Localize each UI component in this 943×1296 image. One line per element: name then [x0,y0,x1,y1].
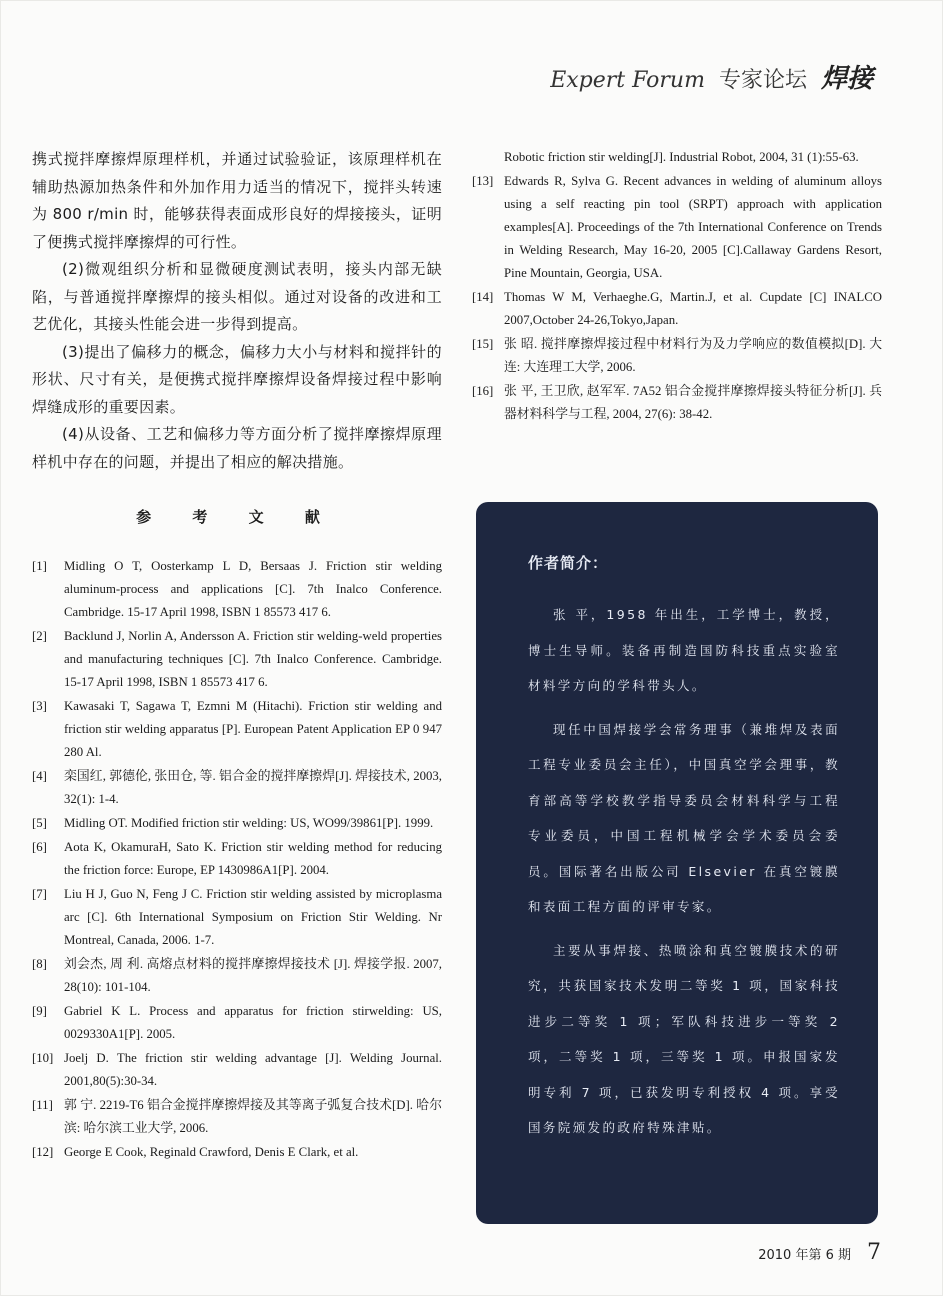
reference-text: Robotic friction stir welding[J]. Industrial Robot, 2004, 31 (1):55-63. [504,150,859,164]
bio-title: 作者简介： [528,554,609,572]
conclusion-paragraph-3: (3)提出了偏移力的概念，偏移力大小与材料和搅拌针的形状、尺寸有关，是便携式搅拌摩擦焊设备焊接过程中影响焊缝成形的重要因素。 [32,342,442,416]
reference-number: [10] [32,1051,54,1065]
reference-number: [13] [472,174,494,188]
reference-item [32,765,442,811]
reference-item [32,1141,442,1164]
reference-number: [14] [472,290,494,304]
reference-text: Joelj D. The friction stir welding advantage [J]. Welding Journal. 2001,80(5):30-34. [64,1051,442,1088]
reference-item [32,953,442,999]
reference-text: 栾国红, 郭德伦, 张田仓, 等. 铝合金的搅拌摩擦焊[J]. 焊接技术, 2003, 32(1): 1-4. [64,769,442,806]
page-footer [758,1240,881,1265]
reference-number: [5] [32,816,47,830]
header-section-title: 专家论坛 [718,68,807,93]
reference-number: [16] [472,384,494,398]
conclusion-paragraph-1: 携式搅拌摩擦焊原理样机，并通过试验验证，该原理样机在辅助热源加热条件和外加作用力适当的情况下，搅拌头转速为 800 r/min 时，能够获得表面成形良好的焊接接头，证明了便携式搅拌摩擦焊的可行性。 [32,150,442,251]
reference-number: [6] [32,840,47,854]
page-number: 7 [867,1240,881,1265]
reference-item [32,812,442,835]
right-column [472,146,882,427]
reference-text: Edwards R, Sylva G. Recent advances in welding of aluminum alloys using a self reacting pin tool (SRPT) approach with application examples[A]. Proceedings of the 7th International Conference on Trends in Welding Research, May 16-20, 2005 [C].Callaway Gardens Resort, Pine Mountain, Georgia, USA. [504,174,882,280]
reference-item [32,836,442,882]
reference-item [32,883,442,952]
reference-number: [11] [32,1098,53,1112]
header-journal-logo: 焊接 [820,64,873,94]
page-header [550,58,873,95]
reference-item [472,333,882,379]
reference-text: Gabriel K L. Process and apparatus for friction stirwelding: US, 0029330A1[P]. 2005. [64,1004,442,1041]
conclusion-paragraph-4: (4)从设备、工艺和偏移力等方面分析了搅拌摩擦焊原理样机中存在的问题，并提出了相应的解决措施。 [32,425,442,471]
references-list-left [32,555,442,1164]
references-list-right [472,146,882,426]
references-title: 参 考 文 献 [136,508,338,526]
reference-text: Thomas W M, Verhaeghe.G, Martin.J, et al. Cupdate [C] INALCO 2007,October 24-26,Tokyo,Japan. [504,290,882,327]
reference-text: Aota K, OkamuraH, Sato K. Friction stir welding method for reducing the friction force: Europe, EP 1430986A1[P]. 2004. [64,840,442,877]
reference-text: 郭 宁. 2219-T6 铝合金搅拌摩擦焊接及其等离子弧复合技术[D]. 哈尔滨: 哈尔滨工业大学, 2006. [64,1098,442,1135]
reference-text: 刘会杰, 周 利. 高熔点材料的搅拌摩擦焊接技术 [J]. 焊接学报. 2007, 28(10): 101-104. [64,957,442,994]
reference-item [472,170,882,285]
reference-number: [7] [32,887,47,901]
reference-number: [3] [32,699,47,713]
reference-number: [12] [32,1145,54,1159]
author-bio-box [476,502,878,1224]
reference-text: 张 昭. 搅拌摩擦焊接过程中材料行为及力学响应的数值模拟[D]. 大连: 大连理工大学, 2006. [504,337,882,374]
reference-text: George E Cook, Reginald Crawford, Denis E Clark, et al. [64,1145,359,1159]
reference-item [32,1094,442,1140]
reference-item [32,555,442,624]
reference-item [32,625,442,694]
reference-text: 张 平, 王卫欣, 赵军军. 7A52 铝合金搅拌摩擦焊接头特征分析[J]. 兵器材料科学与工程, 2004, 27(6): 38-42. [504,384,882,421]
reference-item [32,695,442,764]
header-expert-forum: Expert Forum [550,68,705,93]
reference-number: [8] [32,957,47,971]
reference-number: [4] [32,769,47,783]
bio-paragraph-2: 现任中国焊接学会常务理事（兼堆焊及表面工程专业委员会主任），中国真空学会理事，教育部高等学校教学指导委员会材料科学与工程专业委员，中国工程机械学会学术委员会委员。国际著名出版公司 Elsevier 在真空镀膜和表面工程方面的评审专家。 [528,721,840,914]
bio-paragraph-3: 主要从事焊接、热喷涂和真空镀膜技术的研究，共获国家技术发明二等奖 1 项，国家科技进步二等奖 1 项；军队科技进步一等奖 2 项，二等奖 1 项，三等奖 1 项。申报国家发明专利 7 项，已获发明专利授权 4 项。享受国务院颁发的政府特殊津贴。 [528,942,840,1135]
reference-text: Kawasaki T, Sagawa T, Ezmni M (Hitachi). Friction stir welding and friction stir welding apparatus [P]. European Patent Application EP 0 947 280 Al. [64,699,442,759]
reference-text: Midling OT. Modified friction stir welding: US, WO99/39861[P]. 1999. [64,816,434,830]
reference-item-continued [472,146,882,169]
reference-number: [2] [32,629,47,643]
reference-number: [9] [32,1004,47,1018]
reference-item [32,1000,442,1046]
reference-text: Liu H J, Guo N, Feng J C. Friction stir welding assisted by microplasma arc [C]. 6th International Symposium on Friction Stir Welding. Nr Montreal, Canada, 2006. 1-7. [64,887,442,947]
reference-number: [1] [32,559,47,573]
reference-item [472,286,882,332]
bio-paragraph-1: 张 平，1958 年出生，工学博士，教授，博士生导师。装备再制造国防科技重点实验室材料学方向的学科带头人。 [528,607,840,693]
reference-item [32,1047,442,1093]
reference-text: Midling O T, Oosterkamp L D, Bersaas J. Friction stir welding aluminum-process and applications [C]. 7th Inalco Conference. Cambridge. 15-17 April 1998, ISBN 1 85573 417 6. [64,559,442,619]
reference-text: Backlund J, Norlin A, Andersson A. Friction stir welding-weld properties and manufacturing techniques [C]. 7th Inalco Conference. Cambridge. 15-17 April 1998, ISBN 1 85573 417 6. [64,629,442,689]
conclusion-paragraph-2: (2)微观组织分析和显微硬度测试表明，接头内部无缺陷，与普通搅拌摩擦焊的接头相似。通过对设备的改进和工艺优化，其接头性能会进一步得到提高。 [32,260,442,333]
reference-number: [15] [472,337,494,351]
left-column [32,146,442,1165]
reference-item [472,380,882,426]
issue-label: 2010 年第 6 期 [758,1248,851,1263]
reference-number [472,146,504,169]
